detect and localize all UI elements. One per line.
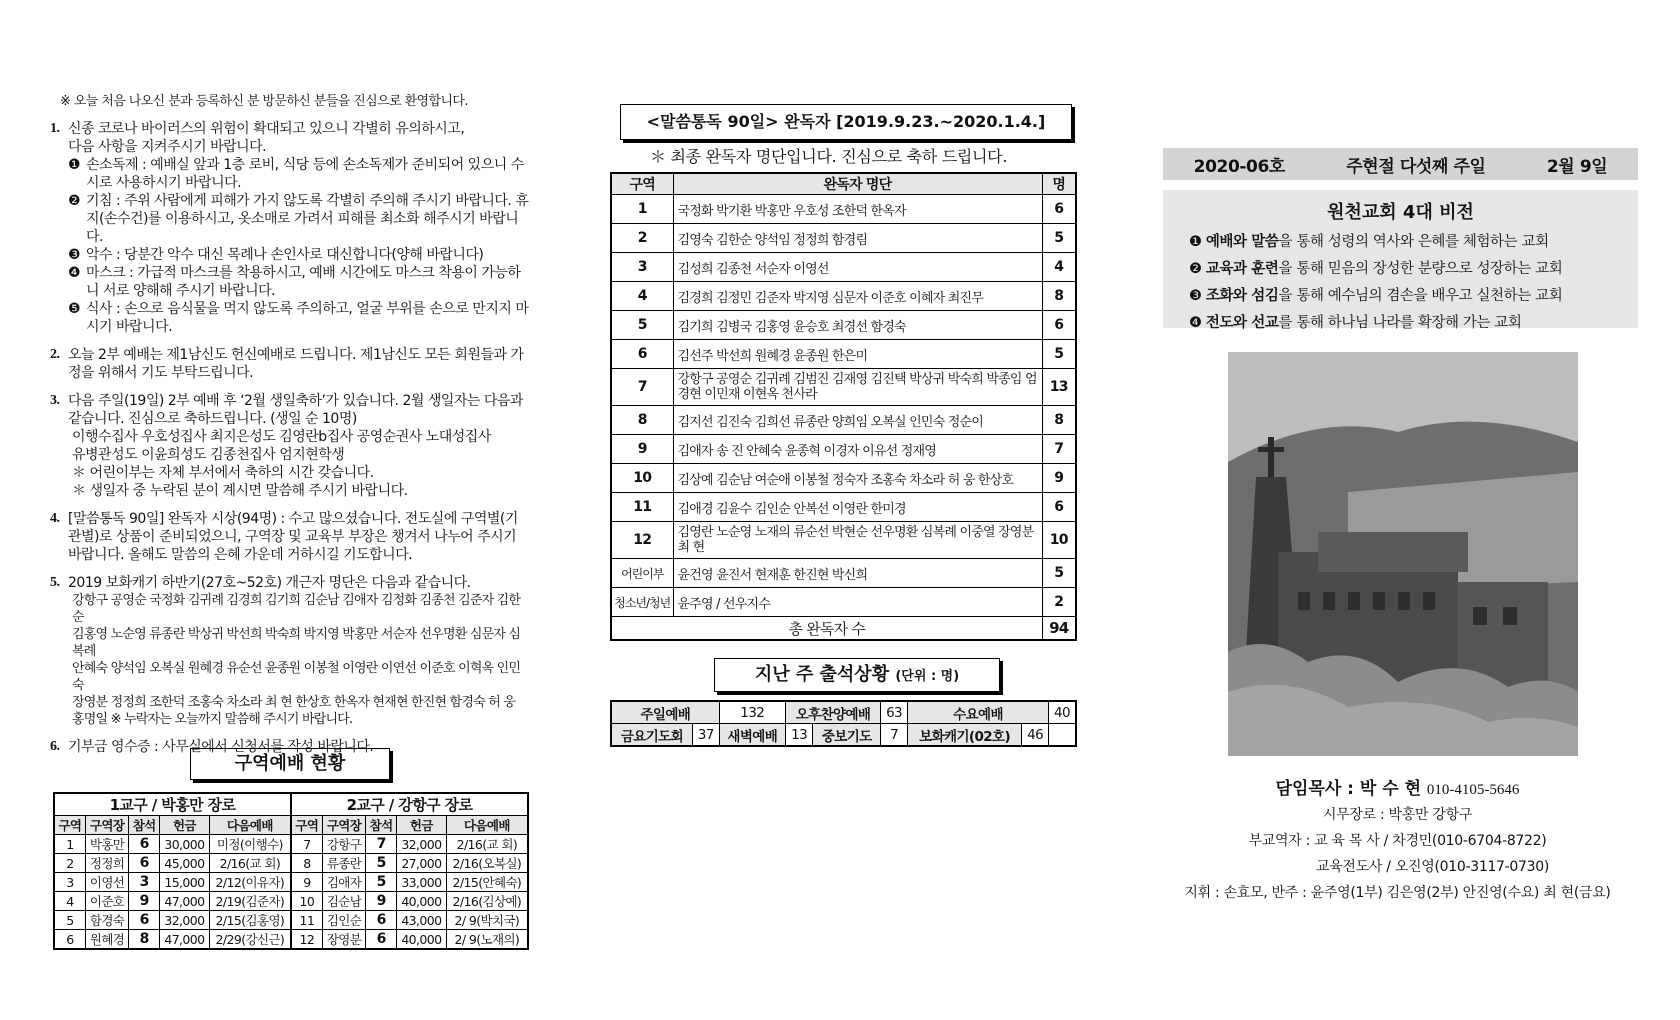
district-cell: 4 xyxy=(54,892,85,911)
district-cell: 47,000 xyxy=(160,930,210,950)
attendance-unit: (단위 : 명) xyxy=(895,669,960,684)
number-bullet-icon: ❸ xyxy=(68,247,81,263)
attendance-value: 40 xyxy=(1049,701,1076,724)
district-col-header: 헌금 xyxy=(397,816,447,835)
notice-line: 기부금 영수증 : 사무실에서 신청서를 작성 바랍니다. xyxy=(68,739,374,755)
district-cell: 8 xyxy=(291,854,322,873)
reading-count: 13 xyxy=(1042,369,1076,406)
notice-extra-line: 강항구 공영순 국정화 김귀례 김경희 김기희 김순남 김애자 김정화 김종천 김준자 김한순 xyxy=(72,593,521,625)
district-cell: 9 xyxy=(366,892,397,911)
district-cell: 5 xyxy=(54,911,85,930)
notice-subitem xyxy=(68,264,530,300)
table-row xyxy=(611,464,1076,493)
reading-col-header: 구역 xyxy=(611,173,673,195)
table-row xyxy=(54,892,528,911)
district-cell: 2/ 9(노재의) xyxy=(446,930,528,950)
reading-district: 6 xyxy=(611,340,673,369)
district-cell: 김인순 xyxy=(322,911,365,930)
notice-line: 오늘 2부 예배는 제1남신도 헌신예배로 드립니다. 제1남신도 모든 회원들과 가정을 위해서 기도 부탁드립니다. xyxy=(68,347,524,381)
district-cell: 12 xyxy=(291,930,322,950)
vision-text: 을 통해 믿음의 장성한 분량으로 성장하는 교회 xyxy=(1278,261,1563,277)
district-cell: 7 xyxy=(291,835,322,854)
district-cell: 40,000 xyxy=(397,892,447,911)
subitem-text: 식사 : 손으로 음식물을 먹지 않도록 주의하고, 얼굴 부위를 손으로 만지지 마시기 바랍니다. xyxy=(86,301,529,335)
district-cell: 30,000 xyxy=(160,835,210,854)
reading-names: 윤건영 윤진서 현재훈 한진현 박신희 xyxy=(673,559,1042,588)
reading-names: 김지선 김진숙 김희선 류종란 양희임 오복실 인민숙 정순이 xyxy=(673,406,1042,435)
district-worship-title: 구역예배 현황 xyxy=(190,748,390,780)
district-cell: 장영분 xyxy=(322,930,365,950)
notice-item xyxy=(50,392,530,500)
subitem-text: 마스크 : 가급적 마스크를 착용하시고, 예배 시간에도 마스크 착용이 가능하니 서로 양해해 주시기 바랍니다. xyxy=(86,265,521,299)
district-col-header: 구역장 xyxy=(322,816,365,835)
district-cell: 6 xyxy=(54,930,85,950)
attendance-table xyxy=(610,700,1077,747)
district-cell: 박홍만 xyxy=(85,835,128,854)
district-cell: 1 xyxy=(54,835,85,854)
table-row xyxy=(611,340,1076,369)
reading-district: 청소년/청년 xyxy=(611,588,673,617)
number-bullet-icon: ❹ xyxy=(68,265,81,281)
district-cell: 40,000 xyxy=(397,930,447,950)
district-cell: 강항구 xyxy=(322,835,365,854)
number-bullet-icon: ❶ xyxy=(68,157,81,173)
reading-names: 김애경 김윤수 김인순 안복선 이영란 한미경 xyxy=(673,493,1042,522)
vision-key: 예배와 말씀 xyxy=(1205,234,1279,250)
reading-names: 김영숙 김한순 양석임 정정희 함경림 xyxy=(673,224,1042,253)
notice-item xyxy=(50,510,530,564)
attendance-label: 중보기도 xyxy=(813,724,881,747)
table-row xyxy=(611,493,1076,522)
bulletin-date: 2월 9일 xyxy=(1546,156,1608,177)
notice-extra-line: ＊ 어린이부는 자체 부서에서 축하의 시간 갖습니다. xyxy=(72,465,374,481)
reading-district: 8 xyxy=(611,406,673,435)
table-row xyxy=(611,369,1076,406)
reading-names: 김기희 김병국 김홍영 윤승호 최경선 함경숙 xyxy=(673,311,1042,340)
reading-district: 3 xyxy=(611,253,673,282)
pastor-phone: 010-4105-5646 xyxy=(1426,782,1520,798)
district-cell: 2/16(김상예) xyxy=(446,892,528,911)
attendance-label: 주일예배 xyxy=(611,701,719,724)
district-col-header: 헌금 xyxy=(160,816,210,835)
district-worship-table xyxy=(53,792,529,950)
table-row xyxy=(611,282,1076,311)
district-cell: 7 xyxy=(366,835,397,854)
subitem-text: 손소독제 : 예배실 앞과 1층 로비, 식당 등에 손소독제가 준비되어 있으니 수시로 사용하시기 바랍니다. xyxy=(86,157,524,191)
notice-subitem xyxy=(68,156,530,192)
notice-body xyxy=(68,346,530,382)
district-col-header: 참석 xyxy=(129,816,160,835)
total-row xyxy=(611,617,1076,641)
number-bullet-icon: ❹ xyxy=(1189,315,1202,331)
reading-names: 김영란 노순영 노재의 류순선 박현순 선우명환 심복례 이중열 장영분 최 현 xyxy=(673,522,1042,559)
district-cell: 원혜경 xyxy=(85,930,128,950)
district-cell: 45,000 xyxy=(160,854,210,873)
notice-body xyxy=(68,510,530,564)
district-cell: 11 xyxy=(291,911,322,930)
reading-count: 2 xyxy=(1042,588,1076,617)
vision-text: 을 통해 성령의 역사와 은혜를 체험하는 교회 xyxy=(1278,234,1549,250)
district-cell: 32,000 xyxy=(397,835,447,854)
attendance-value: 13 xyxy=(785,724,812,747)
reading-names: 김성희 김종천 서순자 이영선 xyxy=(673,253,1042,282)
district-cell: 김순남 xyxy=(322,892,365,911)
number-bullet-icon: ❷ xyxy=(1189,261,1202,277)
district-cell: 2/29(강신근) xyxy=(209,930,291,950)
church-photo xyxy=(1228,352,1578,756)
reading-names: 강항구 공영순 김귀례 김범진 김재영 김진택 박상귀 박숙희 박종임 엄경현 이민재 이현옥 천사라 xyxy=(673,369,1042,406)
district-cell: 6 xyxy=(129,854,160,873)
district-cell: 이영선 xyxy=(85,873,128,892)
notice-body xyxy=(68,574,530,728)
pastor-name: 담임목사 : 박 수 현 xyxy=(1275,779,1421,799)
reading-count: 8 xyxy=(1042,406,1076,435)
district-cell: 8 xyxy=(129,930,160,950)
attendance-value: 7 xyxy=(881,724,908,747)
table-row xyxy=(54,911,528,930)
notice-extra-line: 유병관성도 이윤희성도 김종천집사 엄지현학생 xyxy=(72,447,345,463)
table-row xyxy=(611,224,1076,253)
district-cell: 2/12(이유자) xyxy=(209,873,291,892)
district-cell: 3 xyxy=(129,873,160,892)
attendance-value: 63 xyxy=(881,701,908,724)
district-cell: 43,000 xyxy=(397,911,447,930)
district-cell: 6 xyxy=(129,835,160,854)
reading-count: 8 xyxy=(1042,282,1076,311)
district-cell: 2/19(김준자) xyxy=(209,892,291,911)
district-cell: 2/15(안혜숙) xyxy=(446,873,528,892)
district-col-header: 구역 xyxy=(54,816,85,835)
reading-district: 5 xyxy=(611,311,673,340)
district-cell: 이준호 xyxy=(85,892,128,911)
bulletin-header xyxy=(1163,148,1638,180)
reading-names: 윤주영 / 선우지수 xyxy=(673,588,1042,617)
reading-district: 12 xyxy=(611,522,673,559)
attendance-value: 37 xyxy=(692,724,719,747)
district-cell: 3 xyxy=(54,873,85,892)
table-row xyxy=(611,588,1076,617)
reading-completers-table xyxy=(610,172,1077,641)
district-cell: 15,000 xyxy=(160,873,210,892)
vision-item xyxy=(1189,311,1638,332)
reading-district: 7 xyxy=(611,369,673,406)
district-cell: 2/ 9(박치국) xyxy=(446,911,528,930)
reading-count: 7 xyxy=(1042,435,1076,464)
vision-box xyxy=(1163,190,1638,331)
district-cell: 9 xyxy=(291,873,322,892)
attendance-value: 46 xyxy=(1022,724,1049,747)
number-bullet-icon: ❸ xyxy=(1189,288,1202,304)
reading-count: 5 xyxy=(1042,340,1076,369)
reading-col-header: 명 xyxy=(1042,173,1076,195)
welcome-message: ※ 오늘 처음 나오신 분과 등록하신 분 방문하신 분들을 진심으로 환영합니다. xyxy=(60,94,468,109)
table-row xyxy=(54,873,528,892)
district-cell: 6 xyxy=(129,911,160,930)
subitem-text: 악수 : 당분간 악수 대신 목례나 손인사로 대신합니다(양해 바랍니다) xyxy=(86,247,484,263)
reading-count: 4 xyxy=(1042,253,1076,282)
notice-line: 다음 사항을 지켜주시기 바랍니다. xyxy=(68,139,267,155)
vision-key: 전도와 선교 xyxy=(1205,315,1279,331)
liturgical-season: 주현절 다섯째 주일 xyxy=(1346,156,1486,177)
education-evangelist: 교육전도사 / 오진영(010-3117-0730) xyxy=(1315,859,1550,875)
district-col-header: 구역 xyxy=(291,816,322,835)
vision-key: 조화와 섬김 xyxy=(1205,288,1279,304)
vision-item xyxy=(1189,230,1638,251)
notice-item xyxy=(50,120,530,336)
number-bullet-icon: ❺ xyxy=(68,301,81,317)
reading-count: 6 xyxy=(1042,311,1076,340)
reading-names: 국정화 박기환 박홍만 우호성 조한덕 한옥자 xyxy=(673,195,1042,224)
district-cell: 47,000 xyxy=(160,892,210,911)
table-row xyxy=(611,522,1076,559)
district-col-header: 참석 xyxy=(366,816,397,835)
reading-count: 10 xyxy=(1042,522,1076,559)
reading-count: 6 xyxy=(1042,195,1076,224)
table-row xyxy=(54,835,528,854)
district-cell: 32,000 xyxy=(160,911,210,930)
vision-item xyxy=(1189,284,1638,305)
notice-number: 2. xyxy=(50,347,60,362)
district-cell: 10 xyxy=(291,892,322,911)
reading-district: 11 xyxy=(611,493,673,522)
reading-col-header: 완독자 명단 xyxy=(673,173,1042,195)
notice-extra-line: 이행수집사 우호성집사 최지은성도 김영란b집사 공영순권사 노대성집사 xyxy=(72,429,491,445)
attendance-label: 금요기도회 xyxy=(611,724,692,747)
table-row xyxy=(611,253,1076,282)
reading-count: 6 xyxy=(1042,493,1076,522)
reading-district: 4 xyxy=(611,282,673,311)
notice-line: 다음 주일(19일) 2부 예배 후 ‘2월 생일축하’가 있습니다. 2월 생일자는 다음과 같습니다. 진심으로 축하드립니다. (생일 순 10명) xyxy=(68,393,523,427)
notice-extra-line: 홍명일 ※ 누락자는 오늘까지 말씀해 주시기 바랍니다. xyxy=(72,712,353,727)
reading-names: 김경희 김정민 김준자 박지영 심문자 이준호 이혜자 최진무 xyxy=(673,282,1042,311)
reading-title: <말씀통독 90일> 완독자 [2019.9.23.~2020.1.4.] xyxy=(620,104,1072,140)
issue-number: 2020-06호 xyxy=(1193,156,1285,177)
attendance-label: 오후찬양예배 xyxy=(785,701,880,724)
notice-number: 1. xyxy=(50,121,60,136)
elders: 시무장로 : 박홍만 강항구 xyxy=(1322,807,1473,823)
district-cell: 2/15(김홍영) xyxy=(209,911,291,930)
district-cell: 류종란 xyxy=(322,854,365,873)
reading-names: 김선주 박선희 원혜경 윤종원 한은미 xyxy=(673,340,1042,369)
district-cell: 2/16(오복실) xyxy=(446,854,528,873)
vision-text: 을 통해 예수님의 겸손을 배우고 실천하는 교회 xyxy=(1278,288,1563,304)
reading-count: 9 xyxy=(1042,464,1076,493)
table-row xyxy=(611,559,1076,588)
notice-line: [말씀통독 90일] 완독자 시상(94명) : 수고 많으셨습니다. 전도실에 구역별(기관별)로 상품이 준비되었으니, 구역장 및 교육부 부장은 챙겨서 나누어 주시기 바랍니다. 올해도 말씀의 은혜 가운데 거하시길 기도합니다. xyxy=(68,511,518,563)
notice-extra-line: ＊ 생일자 중 누락된 분이 계시면 말씀해 주시기 바랍니다. xyxy=(72,483,408,499)
vision-item xyxy=(1189,257,1638,278)
reading-subtitle: ＊ 최종 완독자 명단입니다. 진심으로 축하 드립니다. xyxy=(650,147,1008,166)
district-cell: 2/16(교 회) xyxy=(446,835,528,854)
notice-line: 신종 코로나 바이러스의 위험이 확대되고 있으니 각별히 유의하시고, xyxy=(68,121,465,137)
group2-header: 2교구 / 강항구 장로 xyxy=(291,793,528,816)
notice-subitem xyxy=(68,192,530,246)
notice-line: 2019 보화캐기 하반기(27호~52호) 개근자 명단은 다음과 같습니다. xyxy=(68,575,471,591)
total-label: 총 완독자 수 xyxy=(611,617,1042,641)
district-cell: 5 xyxy=(366,854,397,873)
district-cell: 27,000 xyxy=(397,854,447,873)
notice-number: 3. xyxy=(50,393,60,408)
table-row xyxy=(611,195,1076,224)
table-row xyxy=(54,854,528,873)
reading-district: 어린이부 xyxy=(611,559,673,588)
table-row xyxy=(611,406,1076,435)
attendance-label: 새벽예배 xyxy=(719,724,785,747)
table-row xyxy=(611,311,1076,340)
group1-header: 1교구 / 박홍만 장로 xyxy=(54,793,291,816)
district-cell: 33,000 xyxy=(397,873,447,892)
vision-title: 원천교회 4대 비전 xyxy=(1327,202,1474,223)
reading-count: 5 xyxy=(1042,224,1076,253)
attendance-label: 수요예배 xyxy=(907,701,1048,724)
number-bullet-icon: ❶ xyxy=(1189,234,1202,250)
notice-extra-line: 장영분 정정희 조한덕 조홍숙 차소라 최 현 한상호 한옥자 현재현 한진현 함경숙 허 웅 xyxy=(72,695,516,710)
notice-number: 6. xyxy=(50,739,60,754)
district-cell: 미정(이행수) xyxy=(209,835,291,854)
notice-extra-line: 김홍영 노순영 류종란 박상귀 박선희 박숙희 박지영 박홍만 서순자 선우명환 심문자 심복례 xyxy=(72,627,521,659)
notice-extra-line: 안혜숙 양석임 오복실 원혜경 유순선 윤종원 이봉철 이영란 이연선 이준호 이혁옥 인민숙 xyxy=(72,661,521,693)
district-cell: 5 xyxy=(366,873,397,892)
notice-number: 4. xyxy=(50,511,60,526)
attendance-title-text: 지난 주 출석상황 xyxy=(754,664,890,685)
table-row xyxy=(54,930,528,950)
notice-body xyxy=(68,120,530,336)
district-cell: 6 xyxy=(366,930,397,950)
attendance-row xyxy=(611,701,1076,724)
church-building-image xyxy=(1228,352,1578,756)
district-cell: 함경숙 xyxy=(85,911,128,930)
vision-text: 를 통해 하나님 나라를 확장해 가는 교회 xyxy=(1278,315,1522,331)
notice-item xyxy=(50,346,530,382)
reading-district: 9 xyxy=(611,435,673,464)
district-cell: 김애자 xyxy=(322,873,365,892)
number-bullet-icon: ❷ xyxy=(68,193,81,209)
reading-names: 김애자 송 진 안혜숙 윤종혁 이경자 이유선 정재영 xyxy=(673,435,1042,464)
attendance-value: 132 xyxy=(719,701,785,724)
notice-list xyxy=(50,120,530,766)
district-cell: 2 xyxy=(54,854,85,873)
subitem-text: 기침 : 주위 사람에게 피해가 가지 않도록 각별히 주의해 주시기 바랍니다. 휴지(손수건)를 이용하시고, 옷소매로 가려서 피해를 최소화 해주시기 바랍니다. xyxy=(86,193,529,245)
music-staff: 지휘 : 손효모, 반주 : 윤주영(1부) 김은영(2부) 안진영(수요) 최 현(금요) xyxy=(1184,885,1611,901)
attendance-title xyxy=(714,658,1000,692)
reading-district: 1 xyxy=(611,195,673,224)
district-col-header: 다음예배 xyxy=(446,816,528,835)
notice-subitem xyxy=(68,300,530,336)
attendance-row xyxy=(611,724,1076,747)
reading-district: 10 xyxy=(611,464,673,493)
attendance-label: 보화캐기(02호) xyxy=(907,724,1021,747)
district-cell: 2/16(교 회) xyxy=(209,854,291,873)
reading-names: 김상예 김순남 여순애 이봉철 정숙자 조홍숙 차소라 허 웅 한상호 xyxy=(673,464,1042,493)
district-cell: 정정희 xyxy=(85,854,128,873)
total-value: 94 xyxy=(1042,617,1076,641)
district-col-header: 다음예배 xyxy=(209,816,291,835)
district-col-header: 구역장 xyxy=(85,816,128,835)
reading-count: 5 xyxy=(1042,559,1076,588)
notice-number: 5. xyxy=(50,575,60,590)
reading-district: 2 xyxy=(611,224,673,253)
table-row xyxy=(611,435,1076,464)
vision-key: 교육과 훈련 xyxy=(1205,261,1279,277)
district-cell: 9 xyxy=(129,892,160,911)
notice-subitem xyxy=(68,246,530,264)
notice-item xyxy=(50,574,530,728)
district-cell: 6 xyxy=(366,911,397,930)
senior-pastor xyxy=(1155,774,1640,799)
notice-body xyxy=(68,392,530,500)
associate-pastor: 부교역자 : 교 육 목 사 / 차경민(010-6704-8722) xyxy=(1248,833,1547,849)
